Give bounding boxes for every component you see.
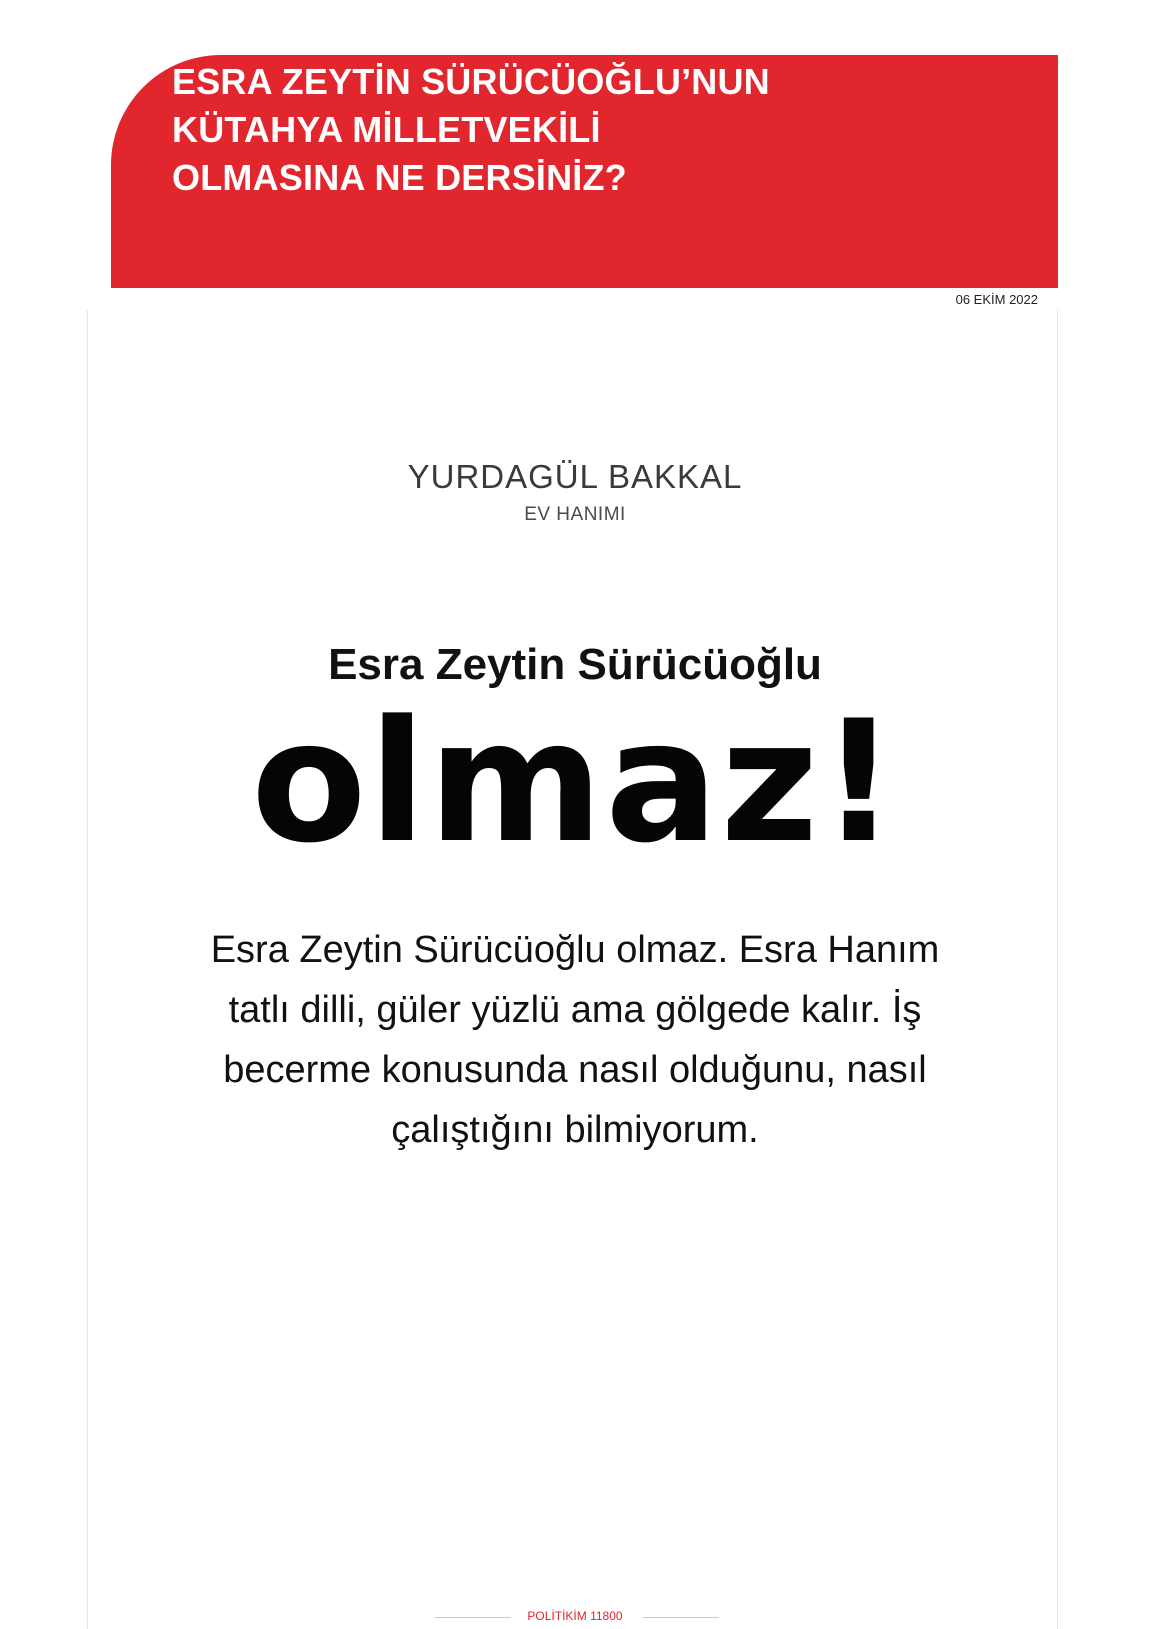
author-name: YURDAGÜL BAKKAL (407, 458, 743, 495)
publish-date: 06 EKİM 2022 (955, 292, 1038, 307)
title-line-3: OLMASINA NE DERSİNİZ? (172, 157, 627, 198)
author-occupation: EV HANIMI (524, 504, 626, 525)
title-line-1: ESRA ZEYTİN SÜRÜCÜOĞLU’NUN (172, 61, 770, 102)
opinion-subject: Esra Zeytin Sürücüoğlu (328, 640, 822, 689)
page-title (172, 58, 770, 202)
footer-rule-right (643, 1617, 719, 1618)
opinion-verdict: olmaz! (251, 684, 899, 880)
opinion-quote: Esra Zeytin Sürücüoğlu olmaz. Esra Hanım tatlı dilli, güler yüzlü ama gölgede kalır. İş becerme konusunda nasıl olduğunu, nasıl çalıştığını bilmiyorum. (210, 929, 940, 1151)
title-line-2: KÜTAHYA MİLLETVEKİLİ (172, 109, 601, 150)
footer-label: POLİTİKİM 11800 (527, 1609, 623, 1623)
